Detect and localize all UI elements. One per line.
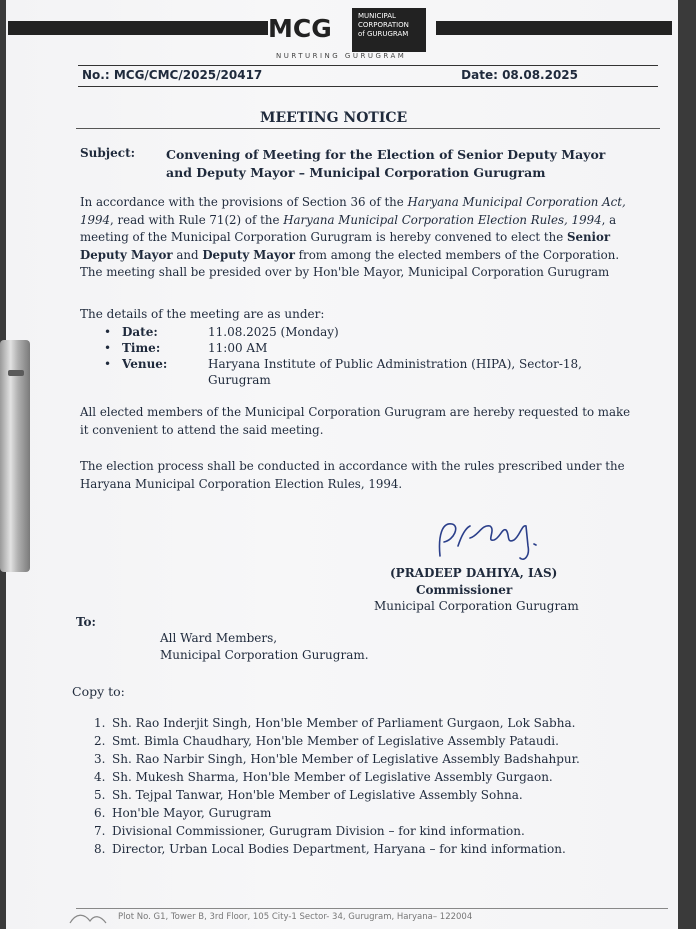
detail-label: Date: [122,325,158,339]
to-label: To: [76,615,96,629]
copy-item-text: Sh. Rao Inderjit Singh, Hon'ble Member of Parliament Gurgaon, Lok Sabha. [112,716,576,730]
signature-image [430,516,560,564]
copy-to-label: Copy to: [72,684,125,699]
para1-part: from among the elected members of the Corporation. The meeting shall be presided over by Hon'ble Mayor, Municipal Corporation Gurugram [80,247,620,279]
copy-item-number: 5. [94,788,106,802]
copy-item [94,716,575,730]
detail-value: 11:00 AM [208,341,268,355]
title-divider [76,128,660,129]
letterhead-bar [8,14,672,40]
post-deputy-mayor: Deputy Mayor [202,247,295,262]
org-line-3: of GURUGRAM [358,30,409,38]
copy-item-text: Sh. Mukesh Sharma, Hon'ble Member of Legislative Assembly Gurgaon. [112,770,553,784]
detail-value: 11.08.2025 (Monday) [208,325,339,339]
mcg-logo-text: MCG [268,14,332,43]
tagline: NURTURING GURUGRAM [276,52,407,60]
detail-label: Time: [122,341,161,355]
copy-item [94,734,559,748]
copy-item-number: 1. [94,716,106,730]
copy-item-number: 7. [94,824,106,838]
subject-text: Convening of Meeting for the Election of Senior Deputy Mayor and Deputy Mayor – Municipal Corporation Gurugram [166,147,606,180]
signatory-organization: Municipal Corporation Gurugram [374,599,579,613]
copy-item [94,842,566,856]
reference-date: Date: 08.08.2025 [461,68,578,82]
copy-item-text: Sh. Rao Narbir Singh, Hon'ble Member of Legislative Assembly Badshahpur. [112,752,580,766]
notice-title: MEETING NOTICE [260,110,408,126]
copy-item-text: Sh. Tejpal Tanwar, Hon'ble Member of Legislative Assembly Sohna. [112,788,523,802]
para1-part: , a meeting of the Municipal Corporation Gurugram is hereby convened to elect the [80,212,617,244]
details-intro: The details of the meeting are as under: [80,307,325,321]
copy-item-text: Smt. Bimla Chaudhary, Hon'ble Member of Legislative Assembly Pataudi. [112,734,559,748]
footer-divider [76,908,668,909]
copy-item [94,770,553,784]
to-line: All Ward Members, [160,631,278,645]
signatory-name: (PRADEEP DAHIYA, IAS) [390,566,558,580]
org-line-1: MUNICIPAL [358,12,396,20]
post-senior-deputy-mayor: Senior Deputy Mayor [80,230,611,262]
copy-item-number: 2. [94,734,106,748]
signatory-designation: Commissioner [416,583,513,597]
detail-label: Venue: [122,357,168,371]
reference-number: No.: MCG/CMC/2025/20417 [82,68,263,82]
copy-item-number: 4. [94,770,106,784]
detail-value: Haryana Institute of Public Administration (HIPA), Sector-18, Gurugram [208,357,582,387]
copy-item [94,752,580,766]
copy-item-text: Divisional Commissioner, Gurugram Division – for kind information. [112,824,525,838]
reference-row [78,65,658,87]
mcg-logo-box [352,8,426,52]
attendance-paragraph: All elected members of the Municipal Corporation Gurugram are hereby requested to make it convenient to attend the said meeting. [80,405,631,437]
binder-clip [0,340,30,572]
copy-item [94,824,525,838]
footer-logo-icon [68,911,108,925]
para1-part: and [172,247,203,262]
footer-address: Plot No. G1, Tower B, 3rd Floor, 105 City-1 Sector- 34, Gurugram, Haryana– 122004 [118,912,473,922]
copy-item-number: 8. [94,842,106,856]
org-line-2: CORPORATION [358,21,409,29]
copy-item-text: Director, Urban Local Bodies Department, Haryana – for kind information. [112,842,566,856]
copy-item-number: 6. [94,806,106,820]
election-process-paragraph: The election process shall be conducted in accordance with the rules prescribed under the Haryana Municipal Corporation Election Rules, 1994. [80,459,625,491]
para1-part: , read with Rule 71(2) of the [110,212,284,227]
copy-item-text: Hon'ble Mayor, Gurugram [112,806,272,820]
subject-label: Subject: [80,146,136,160]
copy-item-number: 3. [94,752,106,766]
rules-name: Haryana Municipal Corporation Election Rules, 1994 [283,212,602,227]
para1-part: In accordance with the provisions of Section 36 of the [80,195,408,209]
copy-item [94,788,523,802]
to-line: Municipal Corporation Gurugram. [160,648,369,662]
copy-item [94,806,271,820]
act-name: Haryana Municipal Corporation Act, 1994 [80,195,626,227]
intro-paragraph [80,194,640,282]
